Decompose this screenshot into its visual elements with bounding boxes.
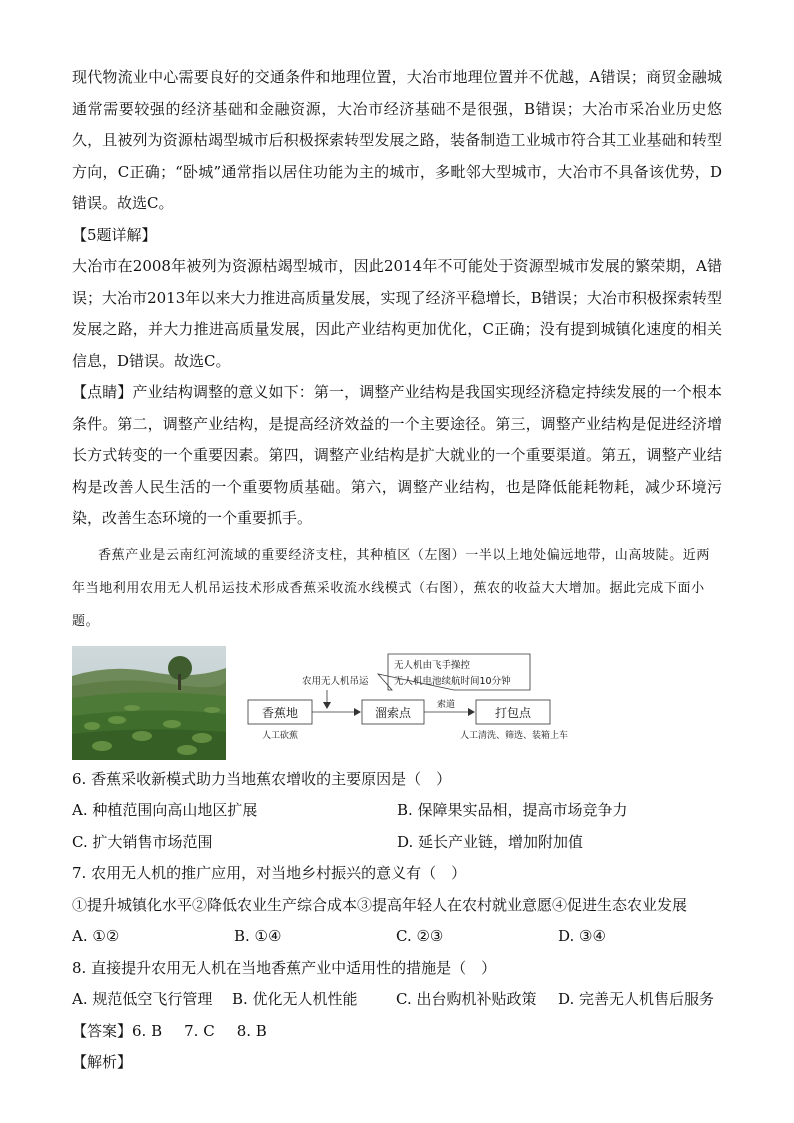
q7-options xyxy=(72,921,722,953)
note-battery-text: 无人机电池续航时间10分钟 xyxy=(394,675,511,687)
answer-label: 【答案】 xyxy=(72,1021,133,1040)
tip-paragraph: 【点睛】产业结构调整的意义如下：第一，调整产业结构是我国实现经济稳定持续发展的一个根本条件。第二，调整产业结构，是提高经济效益的一个主要途径。第三，调整产业结构是促进经济增长方式转变的一个重要因素。第四，调整产业结构是扩大就业的一个重要渠道。第五，调整产业结构是改善人民生活的一个重要物质基础。第六，调整产业结构，也是降低能耗物耗，减少环境污染，改善生态环境的一个重要抓手。 xyxy=(72,383,722,527)
answer-q6: 6. B xyxy=(132,1021,163,1040)
q7-option-d: D. ③④ xyxy=(558,927,606,945)
paragraph-q4-analysis: 现代物流业中心需要良好的交通条件和地理位置，大冶市地理位置并不优越，A错误；商贸金融城通常需要较强的经济基础和金融资源，大冶市经济基础不是很强，B错误；大冶市采冶业历史悠久，且被列为资源枯竭型城市后积极探索转型发展之路，装备制造工业城市符合其工业基础和转型方向，C正确；“卧城”通常指以居住功能为主的城市，多毗邻大型城市，大冶市不具备该优势，D错误。故选C。 xyxy=(72,68,722,212)
answer-line xyxy=(72,1016,722,1048)
box-banana-field-label: 香蕉地 xyxy=(261,705,299,720)
document-page xyxy=(72,62,722,1079)
q6-option-a: A. 种植范围向高山地区扩展 xyxy=(72,801,258,819)
figure-row xyxy=(72,646,722,764)
q8-option-a: A. 规范低空飞行管理 xyxy=(72,990,213,1008)
packing-process-label: 人工清洗、筛选、装箱上车 xyxy=(459,730,569,741)
drone-transport-label: 农用无人机吊运 xyxy=(302,675,369,687)
q8-option-b: B. 优化无人机性能 xyxy=(232,990,358,1008)
q7-stem: 7. 农用无人机的推广应用，对当地乡村振兴的意义有（ ） xyxy=(72,864,467,882)
q8-option-d: D. 完善无人机售后服务 xyxy=(558,990,715,1008)
harvest-flow-diagram xyxy=(242,646,722,760)
q6-options-row1 xyxy=(72,795,722,827)
q7-option-b: B. ①④ xyxy=(234,927,282,945)
answer-q7: 7. C xyxy=(184,1021,215,1040)
q7-option-c: C. ②③ xyxy=(396,927,444,945)
q5-heading: 【5题详解】 xyxy=(72,225,157,244)
material-lead: 香蕉产业是云南红河流域的重要经济支柱，其种植区（左图）一半以上地处偏远地带，山高坡陡。近两年当地利用农用无人机吊运技术形成香蕉采收流水线模式（右图），蕉农的收益大大增加。据此完成下面小题。 xyxy=(72,547,711,629)
banana-plantation-photo xyxy=(72,646,226,760)
q5-analysis: 大冶市在2008年被列为资源枯竭型城市，因此2014年不可能处于资源型城市发展的繁荣期，A错误；大冶市2013年以来大力推进高质量发展，实现了经济平稳增长，B错误；大冶市积极探索转型发展之路，并大力推进高质量发展，因此产业结构更加优化，C正确；没有提到城镇化速度的相关信息，D错误。故选C。 xyxy=(72,257,722,370)
box-packing-point-label: 打包点 xyxy=(494,705,532,720)
q6-option-b: B. 保障果实品相，提高市场竞争力 xyxy=(397,801,628,819)
q7-items: ①提升城镇化水平②降低农业生产综合成本③提高年轻人在农村就业意愿④促进生态农业发展 xyxy=(72,895,688,914)
box-zipline-point-label: 溜索点 xyxy=(374,705,412,720)
analysis-label: 【解析】 xyxy=(72,1053,133,1071)
answer-q8: 8. B xyxy=(236,1021,267,1040)
q6-options-row2 xyxy=(72,827,722,859)
q8-stem: 8. 直接提升农用无人机在当地香蕉产业中适用性的措施是（ ） xyxy=(72,958,497,977)
note-operator-text: 无人机由飞手操控 xyxy=(394,659,471,671)
manual-cutting-label: 人工砍蕉 xyxy=(261,730,299,741)
q6-option-d: D. 延长产业链，增加附加值 xyxy=(397,832,584,851)
q6-stem: 6. 香蕉采收新模式助力当地蕉农增收的主要原因是（ ） xyxy=(72,769,452,788)
q7-option-a: A. ①② xyxy=(72,927,120,945)
q8-option-c: C. 出台购机补贴政策 xyxy=(396,990,537,1008)
q6-option-c: C. 扩大销售市场范围 xyxy=(72,832,213,851)
q8-options xyxy=(72,984,722,1016)
cableway-label: 索道 xyxy=(436,699,456,710)
